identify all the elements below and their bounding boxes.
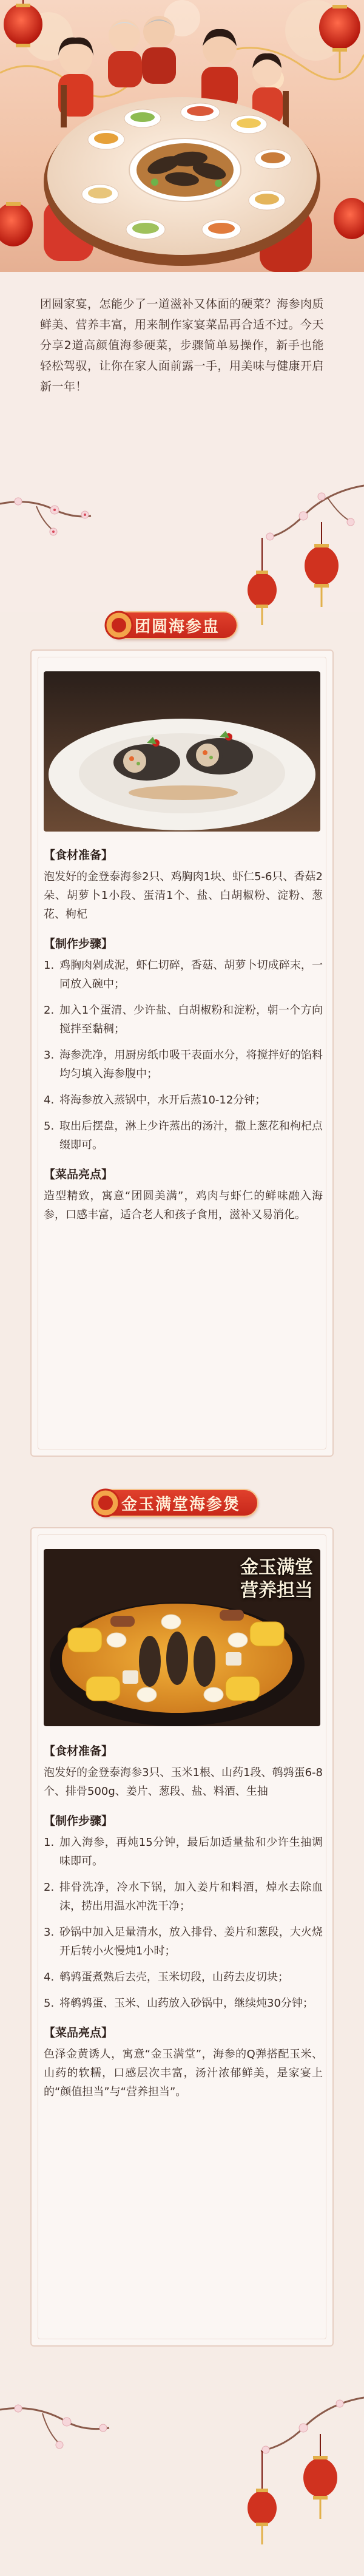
chinese-knot-icon	[90, 1487, 121, 1519]
recipe-2-photo-caption: 金玉满堂 营养担当	[240, 1557, 313, 1601]
recipe-2-title-badge	[93, 1486, 258, 1520]
sea-cucumber-platter	[129, 138, 241, 202]
hero-illustration	[0, 0, 364, 272]
lantern-icon	[248, 2451, 277, 2544]
recipe-2-title: 金玉满堂海参煲	[93, 1489, 258, 1517]
highlight-heading: 【菜品亮点】	[44, 2026, 113, 2039]
family-dinner-illustration	[0, 0, 364, 272]
ingredients-heading: 【食材准备】	[44, 1744, 113, 1758]
step-item: 2. 排骨洗净，冷水下锅，加入姜片和料酒，焯水去除血沫，捞出用温水冲洗干净；	[44, 1881, 323, 1913]
recipe-2-content	[44, 1742, 323, 2101]
chinese-knot-icon	[103, 609, 135, 641]
footer-decoration	[0, 2385, 364, 2568]
lantern-icon	[248, 538, 277, 625]
step-item: 3. 海参洗净，用厨房纸巾吸干表面水分，将搅拌好的馅料均匀填入海参腹中；	[44, 1049, 323, 1080]
ingredients-text: 泡发好的金登泰海参2只、鸡胸肉1块、虾仁5-6只、香菇2朵、胡萝卜1小段、蛋清1个、盐、白胡椒粉、淀粉、葱花、枸杞	[44, 870, 323, 921]
step-item: 1. 鸡胸肉剁成泥，虾仁切碎，香菇、胡萝卜切成碎末，一同放入碗中；	[44, 959, 323, 991]
steps-heading: 【制作步骤】	[44, 937, 113, 951]
step-item: 5. 取出后摆盘，淋上少许蒸出的汤汁，撒上葱花和枸杞点缀即可。	[44, 1120, 323, 1151]
highlight-text: 色泽金黄诱人，寓意“金玉满堂”，海参的Q弹搭配玉米、山药的软糯，口感层次丰富，汤汁浓郁鲜美，是家宴上的“颜值担当”与“营养担当”。	[44, 2048, 323, 2098]
steps-list	[44, 1833, 323, 2013]
steps-heading: 【制作步骤】	[44, 1814, 113, 1828]
recipe-2-photo	[44, 1549, 320, 1726]
lantern-icon	[303, 2434, 337, 2519]
recipe-1-title: 团圆海参盅	[107, 611, 238, 639]
recipe-1-card	[30, 649, 334, 1457]
step-item: 5. 将鹌鹑蛋、玉米、山药放入砂锅中，继续炖30分钟；	[44, 1997, 314, 2010]
steps-list	[44, 956, 323, 1154]
highlight-heading: 【菜品亮点】	[44, 1168, 113, 1181]
step-item: 1. 加入海参，再炖15分钟，最后加适量盐和少许生抽调味即可。	[44, 1836, 323, 1868]
step-item: 4. 鹌鹑蛋煮熟后去壳，玉米切段，山药去皮切块；	[44, 1971, 289, 1984]
ingredients-text: 泡发好的金登泰海参3只、玉米1根、山药1段、鹌鹑蛋6-8个、排骨500g、姜片、葱段、盐、料酒、生抽	[44, 1766, 323, 1798]
step-item: 3. 砂锅中加入足量清水，放入排骨、姜片和葱段，大火烧开后转小火慢炖1小时；	[44, 1926, 323, 1957]
lantern-icon	[305, 522, 339, 607]
intro-paragraph: 团圆家宴，怎能少了一道滋补又体面的硬菜？海参肉质鲜美、营养丰富，用来制作家宴菜品再合适不过。今天分享2道高颜值海参硬菜，步骤简单易操作，新手也能轻松驾驭，让你在家人面前露一手，用美味与健康开启新一年！	[40, 297, 325, 393]
sea-cucumber-rolls-photo	[44, 671, 320, 832]
recipe-1-photo	[44, 671, 320, 832]
recipe-1-title-badge	[107, 608, 238, 642]
recipe-1-content	[44, 846, 323, 1224]
ingredients-heading: 【食材准备】	[44, 849, 113, 862]
recipe-2-card	[30, 1527, 334, 2347]
step-item: 4. 将海参放入蒸锅中，水开后蒸10-12分钟；	[44, 1094, 266, 1107]
highlight-text: 造型精致，寓意“团圆美满”，鸡肉与虾仁的鲜味融入海参，口感丰富，适合老人和孩子食用，滋补又易消化。	[44, 1190, 323, 1221]
step-item: 2. 加入1个蛋清、少许盐、白胡椒粉和淀粉，朝一个方向搅拌至黏稠；	[44, 1004, 323, 1035]
